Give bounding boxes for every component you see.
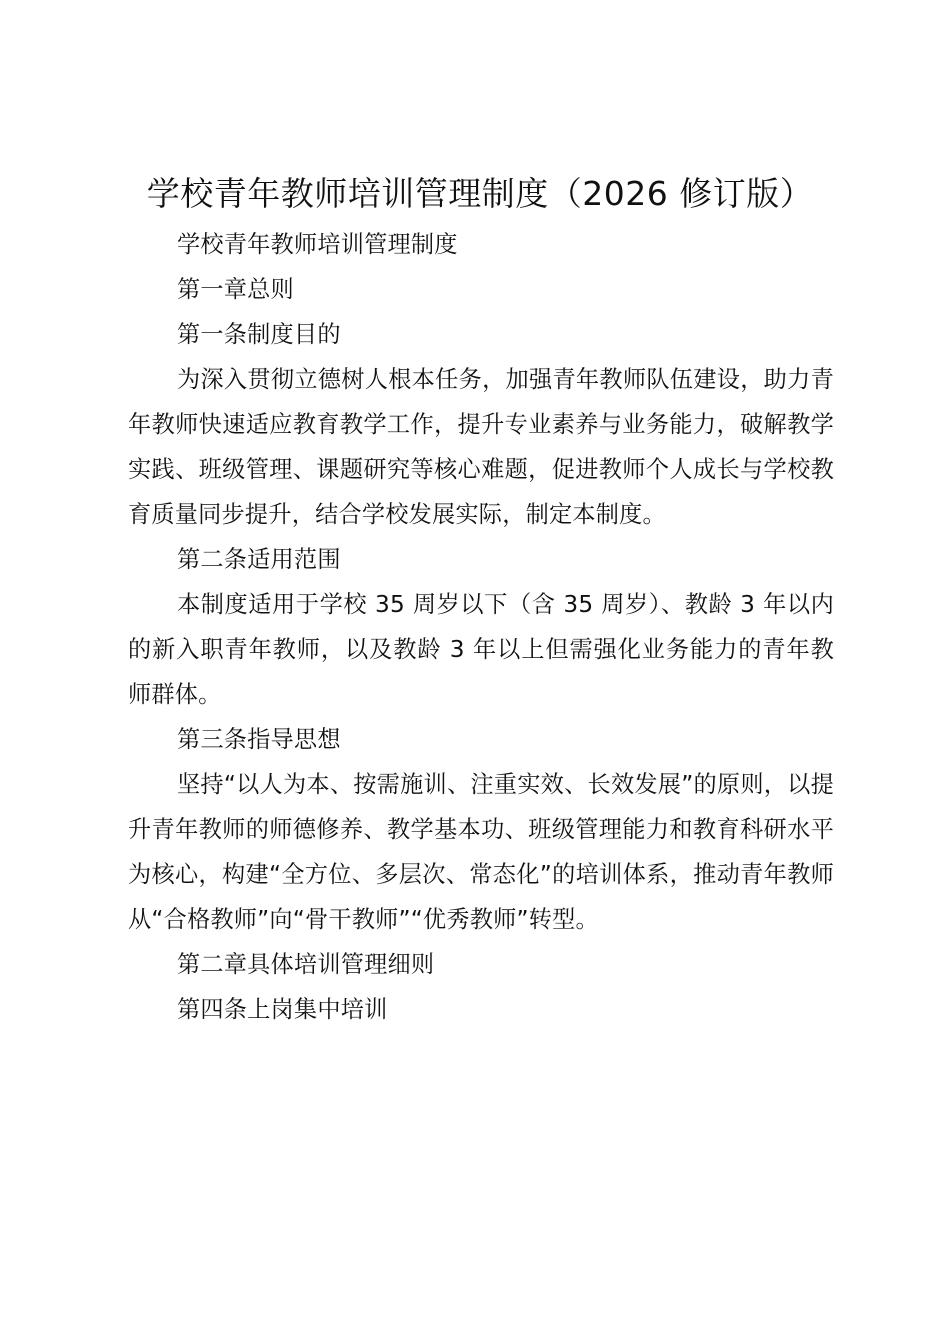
paragraph-article-2: 本制度适用于学校 35 周岁以下（含 35 周岁）、教龄 3 年以内的新入职青年教师，以及教龄 3 年以上但需强化业务能力的青年教师群体。 [128,591,834,708]
document-body [128,222,834,1032]
heading-chapter-1: 第一章总则 [177,276,294,303]
heading-article-2: 第二条适用范围 [177,546,341,573]
heading-document-name: 学校青年教师培训管理制度 [177,231,458,258]
heading-article-4: 第四条上岗集中培训 [177,996,388,1023]
paragraph-article-1: 为深入贯彻立德树人根本任务，加强青年教师队伍建设，助力青年教师快速适应教育教学工作，提升专业素养与业务能力，破解教学实践、班级管理、课题研究等核心难题，促进教师个人成长与学校教育质量同步提升，结合学校发展实际，制定本制度。 [128,366,834,528]
paragraph-article-3: 坚持“以人为本、按需施训、注重实效、长效发展”的原则，以提升青年教师的师德修养、教学基本功、班级管理能力和教育科研水平为核心，构建“全方位、多层次、常态化”的培训体系，推动青年教师从“合格教师”向“骨干教师”“优秀教师”转型。 [128,771,834,933]
document-title: 学校青年教师培训管理制度（2026 修订版） [146,174,814,213]
heading-chapter-2: 第二章具体培训管理细则 [177,951,435,978]
heading-article-1: 第一条制度目的 [177,321,341,348]
heading-article-3: 第三条指导思想 [177,726,341,753]
